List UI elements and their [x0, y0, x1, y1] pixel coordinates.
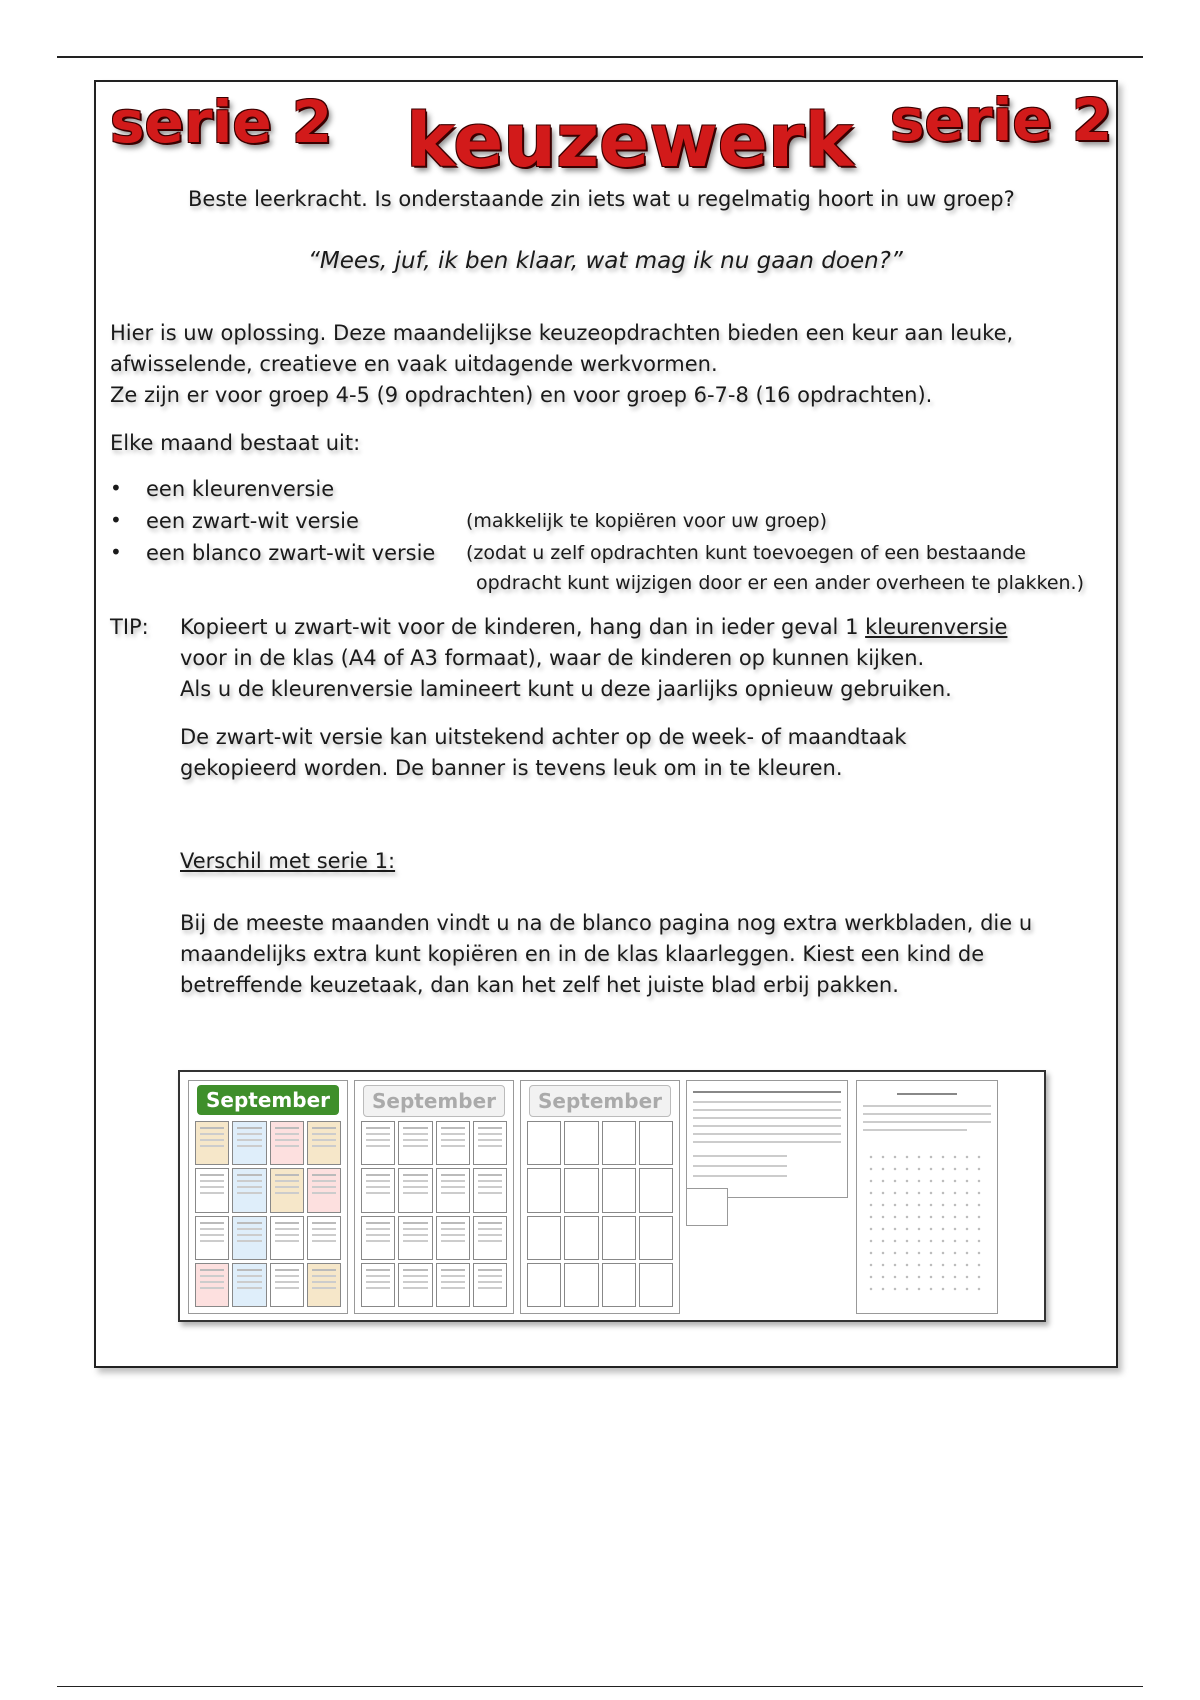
diff-line3: betreffende keuzetaak, dan kan het zelf het juiste blad erbij pakken.: [180, 973, 899, 997]
top-rule: [57, 56, 1143, 58]
tip-label: TIP:: [110, 615, 149, 639]
tip-line1-text: Kopieert u zwart-wit voor de kinderen, hang dan in ieder geval 1: [180, 615, 866, 639]
thumb-grid: [195, 1121, 341, 1307]
para1-line2: afwisselende, creatieve en vaak uitdagende werkvormen.: [110, 352, 718, 376]
bullet-label-3: een blanco zwart-wit versie: [146, 541, 436, 565]
thumbnail-colour-version: [188, 1080, 348, 1314]
diff-line1: Bij de meeste maanden vindt u na de blanco pagina nog extra werkbladen, die u: [180, 911, 1033, 935]
thumb-title: September: [363, 1085, 505, 1117]
month-intro: Elke maand bestaat uit:: [110, 431, 361, 455]
difference-heading: Verschil met serie 1:: [180, 849, 396, 873]
thumbnail-worksheet-2: [856, 1080, 998, 1314]
thumb-title: September: [197, 1085, 339, 1115]
tip-line3: Als u de kleurenversie lamineert kunt u deze jaarlijks opnieuw gebruiken.: [180, 677, 952, 701]
thumbnail-worksheet-1: [686, 1080, 848, 1198]
tip-colour-version: kleurenversie: [865, 615, 1008, 639]
tip-line5: gekopieerd worden. De banner is tevens leuk om in te kleuren.: [180, 756, 843, 780]
bullet-note-2: (makkelijk te kopiëren voor uw groep): [466, 510, 827, 532]
header-right: serie 2: [890, 86, 1113, 154]
header-title: keuzewerk: [406, 98, 854, 184]
tip-line4: De zwart-wit versie kan uitstekend achter op de week- of maandtaak: [180, 725, 907, 749]
bullet-note-3: (zodat u zelf opdrachten kunt toevoegen of een bestaande: [466, 542, 1026, 564]
para1-line3: Ze zijn er voor groep 4-5 (9 opdrachten) en voor groep 6-7-8 (16 opdrachten).: [110, 383, 933, 407]
intro-quote: “Mees, juf, ik ben klaar, wat mag ik nu gaan doen?”: [308, 248, 903, 274]
diff-line2: maandelijks extra kunt kopiëren en in de klas klaarleggen. Kiest een kind de: [180, 942, 985, 966]
intro-question: Beste leerkracht. Is onderstaande zin iets wat u regelmatig hoort in uw groep?: [188, 187, 1015, 211]
tip-line1: [180, 612, 1007, 643]
preview-thumbnails: [178, 1070, 1046, 1322]
thumbnail-bw-version: [354, 1080, 514, 1314]
header-left: serie 2: [110, 88, 333, 156]
bullet-label-1: een kleurenversie: [146, 477, 335, 501]
thumb-title: September: [529, 1085, 671, 1117]
bullet-dot: •: [110, 540, 122, 564]
bullet-label-2: een zwart-wit versie: [146, 509, 359, 533]
tip-line2: voor in de klas (A4 of A3 formaat), waar de kinderen op kunnen kijken.: [180, 646, 925, 670]
thumbnail-answer-box: [686, 1188, 728, 1226]
bullet-note-3-cont: opdracht kunt wijzigen door er een ander overheen te plakken.): [476, 572, 1085, 594]
thumbnail-blank-version: [520, 1080, 680, 1314]
bottom-rule: [57, 1686, 1143, 1687]
thumb-grid: [361, 1121, 507, 1307]
para1-line1: Hier is uw oplossing. Deze maandelijkse keuzeopdrachten bieden een keur aan leuke,: [110, 321, 1014, 345]
bullet-dot: •: [110, 476, 122, 500]
thumb-grid: [527, 1121, 673, 1307]
bullet-dot: •: [110, 508, 122, 532]
flyer-frame: [94, 80, 1118, 1368]
